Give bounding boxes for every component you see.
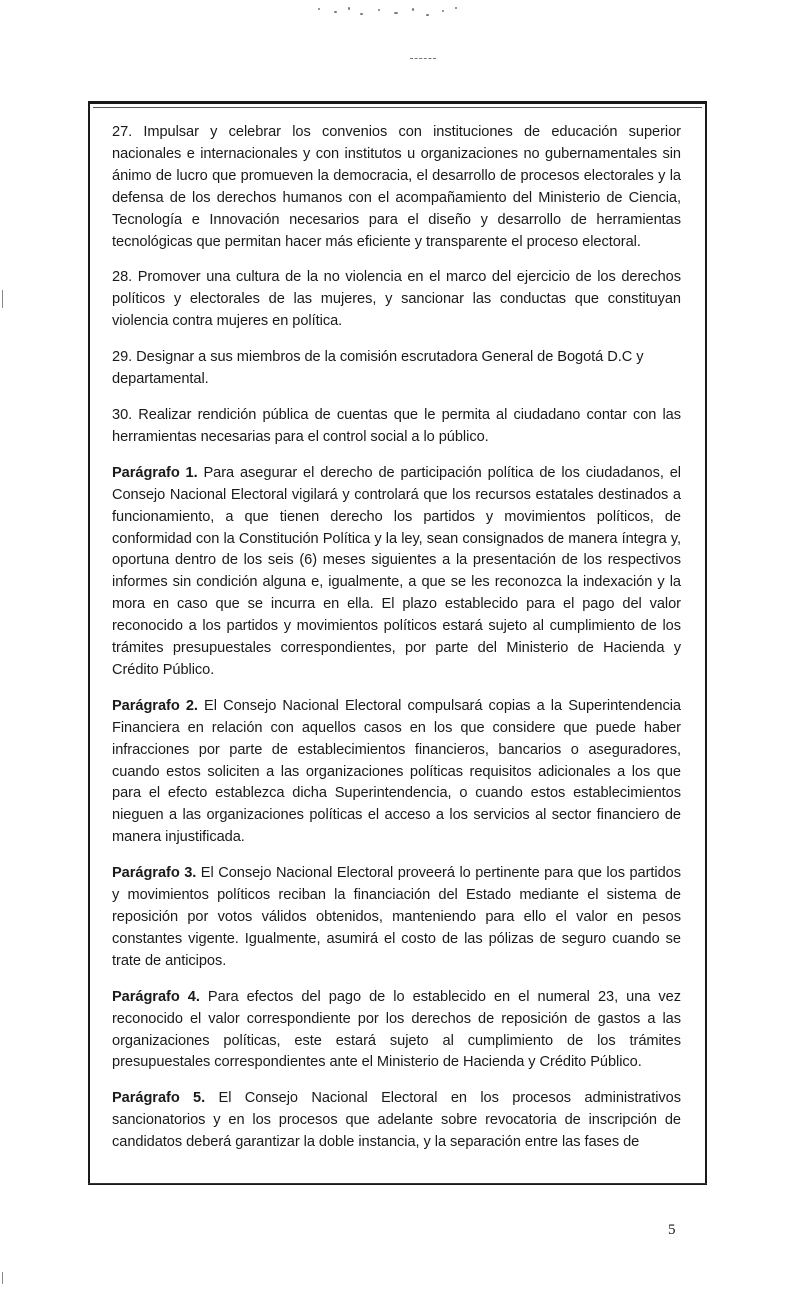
paragraph-item-28: [112, 267, 681, 333]
paragraph-item-27: [112, 122, 681, 253]
paragraph-text: 27. Impulsar y celebrar los convenios con instituciones de educación superior nacionales e internacionales y con institutos u organizaciones no gubernamentales sin ánimo de lucro que promueven la democracia, el desarrollo de procesos electorales y la defensa de los derechos humanos con el acompañamiento del Ministerio de Ciencia, Tecnología e Innovación necesarios para el diseño y desarrollo de herramientas tecnológicas que permitan hacer más eficiente y transparente el proceso electoral.: [112, 124, 681, 250]
scan-noise-header: [300, 2, 470, 24]
paragrafo-label: Parágrafo 1.: [112, 464, 198, 481]
paragrafo-label: Parágrafo 3.: [112, 865, 197, 882]
document-frame: [88, 101, 707, 1185]
paragraph-text: El Consejo Nacional Electoral en los procesos administrativos sancionatorios y en los procesos que adelante sobre revocatoria de inscripción de candidatos deberá garantizar la doble instancia, y la separación entre las fases de: [112, 1090, 681, 1151]
paragraph-text: 29. Designar a sus miembros de la comisión escrutadora General de Bogotá D.C y departamental.: [112, 349, 644, 388]
paragraph-text: El Consejo Nacional Electoral compulsará copias a la Superintendencia Financiera en relación con aquellos casos en los que considere que puede haber infracciones por parte de establecimientos financieros, bancarios o aseguradores, cuando estos soliciten a las organizaciones políticas requisitos adicionales a los que para el efecto establezca dicha Superintendencia, o cuando estos establecimientos nieguen a las organizaciones políticas el acceso a los servicios al sector financiero de manera injustificada.: [112, 697, 681, 846]
left-margin-mark: [2, 1272, 3, 1284]
frame-bottom-rule: [88, 1183, 707, 1184]
paragrafo-2: [112, 696, 681, 849]
scan-noise-dash: [410, 58, 436, 60]
paragraph-text: Para asegurar el derecho de participación política de los ciudadanos, el Consejo Nacional Electoral vigilará y controlará que los recursos estatales destinados a funcionamiento, a que tienen derecho los partidos y movimientos políticos, de conformidad con la Constitución Política y la ley, sean consignados de manera íntegra y, oportuna dentro de los seis (6) meses siguientes a la presentación de los respectivos informes sin condición alguna e, igualmente, a que se les reconozca la indexación y la mora en caso que se incurra en ella. El plazo establecido para el pago del valor reconocido a los partidos y movimientos políticos estará sujeto al cumplimiento de los trámites presupuestales correspondientes, por parte del Ministerio de Hacienda y Crédito Público.: [112, 464, 681, 678]
paragrafo-3: [112, 863, 681, 973]
paragrafo-1: [112, 463, 681, 682]
paragrafo-5: [112, 1088, 681, 1154]
left-margin-mark: [2, 290, 3, 308]
page-number: 5: [668, 1222, 676, 1238]
paragraph-text: 30. Realizar rendición pública de cuentas que le permita al ciudadano contar con las herramientas necesarias para el control social a lo público.: [112, 406, 681, 445]
paragrafo-4: [112, 987, 681, 1075]
paragraph-item-30: [112, 405, 681, 449]
paragraph-text: Para efectos del pago de lo establecido en el numeral 23, una vez reconocido el valor correspondiente por los derechos de reposición de gastos a las organizaciones políticas, este estará sujeto al cumplimiento de los trámites presupuestales correspondientes ante el Ministerio de Hacienda y Crédito Público.: [112, 988, 681, 1071]
paragrafo-label: Parágrafo 5.: [112, 1090, 206, 1107]
paragraph-item-29: [112, 347, 681, 391]
paragraph-text: 28. Promover una cultura de la no violencia en el marco del ejercicio de los derechos políticos y electorales de las mujeres, y sancionar las conductas que constituyan violencia contra mujeres en política.: [112, 269, 681, 330]
paragrafo-label: Parágrafo 4.: [112, 988, 200, 1005]
paragraph-text: El Consejo Nacional Electoral proveerá lo pertinente para que los partidos y movimientos políticos reciban la financiación del Estado mediante el sistema de reposición por votos válidos obtenidos, manteniendo para ello el valor en pesos constantes vigente. Igualmente, asumirá el costo de las pólizas de seguro cuando se trate de anticipos.: [112, 865, 681, 969]
paragrafo-label: Parágrafo 2.: [112, 697, 198, 714]
